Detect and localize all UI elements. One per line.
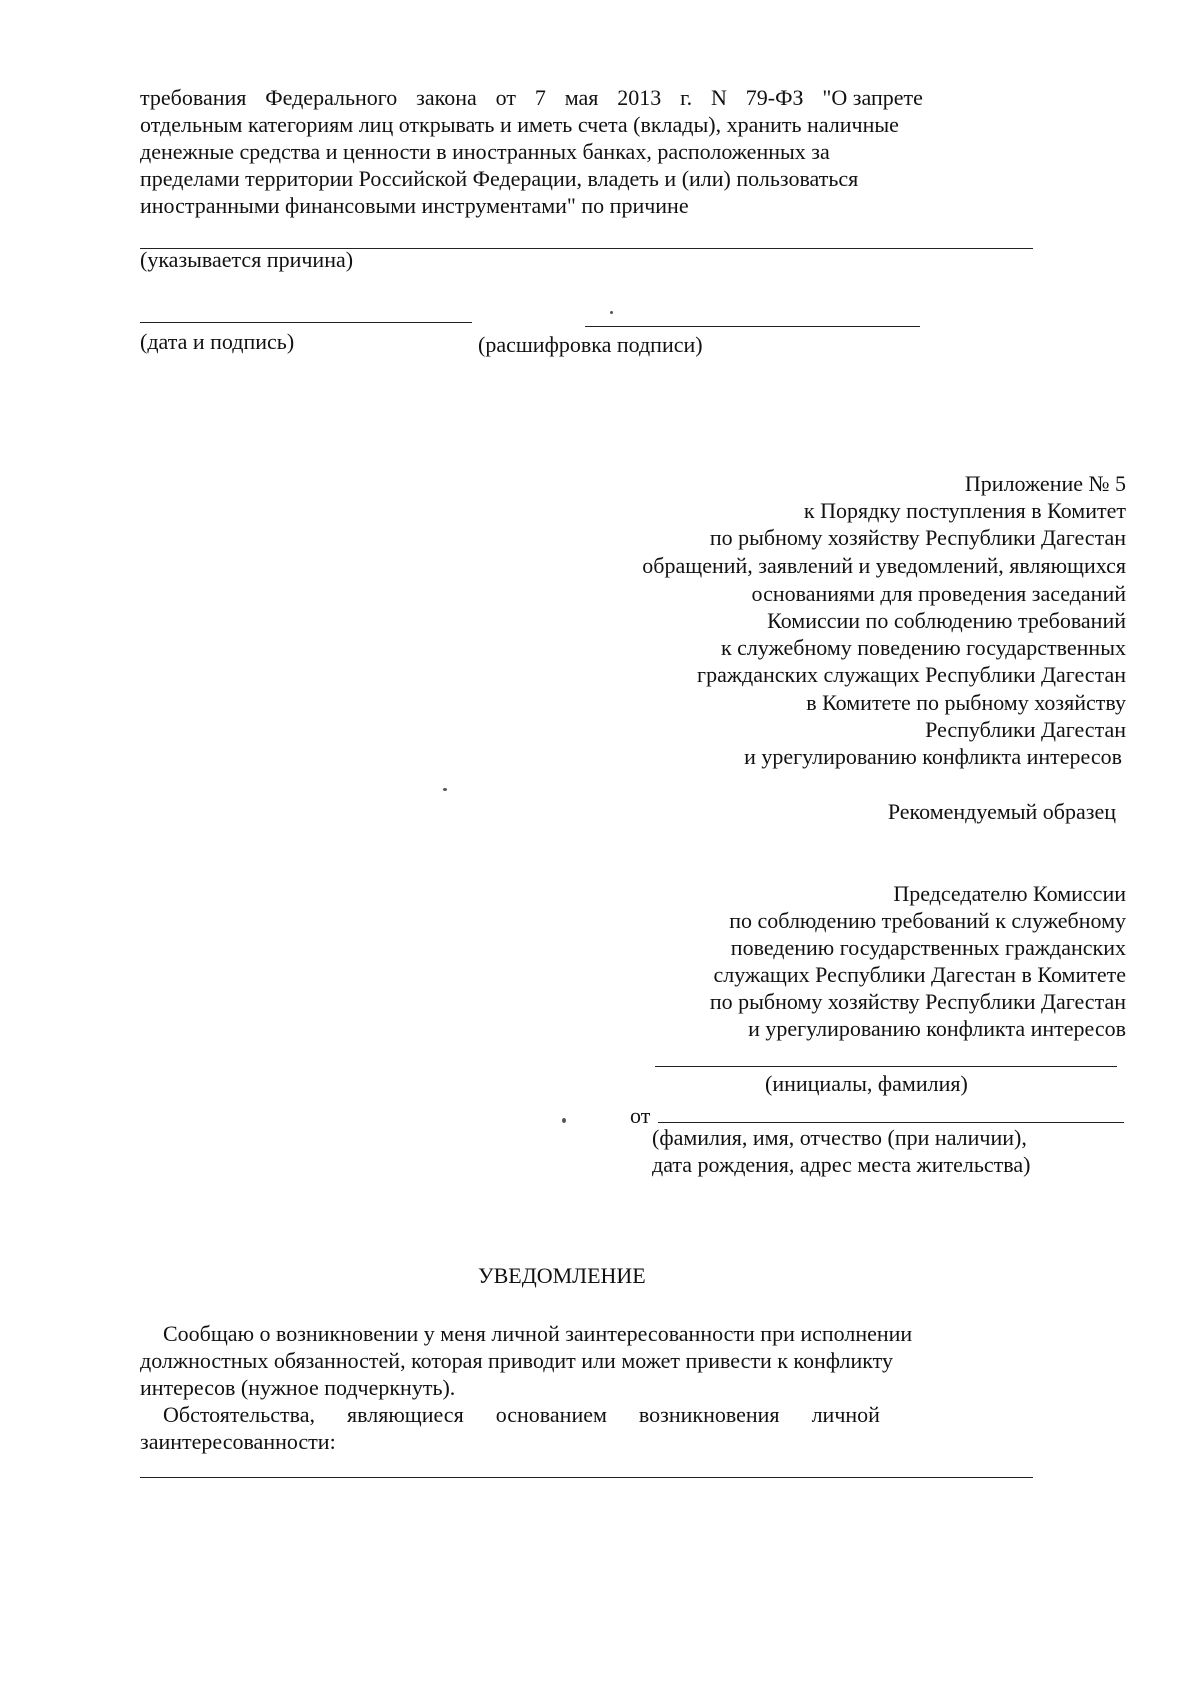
notice-paragraph-1-line-1: Сообщаю о возникновении у меня личной заинтересованности при исполнении: [163, 1321, 913, 1346]
intro-line-1-word: закона: [416, 85, 477, 110]
notice-title: УВЕДОМЛЕНИЕ: [478, 1263, 646, 1288]
intro-line-1: [140, 84, 923, 112]
appendix-line-3: по рыбному хозяйству Республики Дагестан: [709, 525, 1126, 550]
notice-paragraph-2-line-1-word: Обстоятельства,: [163, 1402, 316, 1427]
intro-line-1-word: N: [711, 85, 727, 110]
scan-speck: [443, 788, 447, 791]
date-signature-underline: [140, 322, 472, 323]
date-signature-caption: (дата и подпись): [140, 329, 295, 354]
appendix-line-6: Комиссии по соблюдению требований: [767, 608, 1126, 633]
intro-line-3: денежные средства и ценности в иностранных банках, расположенных за: [140, 139, 830, 164]
initials-caption: (инициалы, фамилия): [765, 1071, 968, 1096]
reason-caption: (указывается причина): [140, 247, 354, 272]
intro-line-1-word: 79-ФЗ: [745, 85, 804, 110]
addressee-line-2: по соблюдению требований к служебному: [729, 908, 1126, 933]
intro-line-1-word: мая: [564, 85, 599, 110]
circumstances-underline: [140, 1477, 1033, 1478]
addressee-line-1: Председателю Комиссии: [893, 881, 1126, 906]
intro-line-1-word: от: [495, 85, 516, 110]
from-underline: [658, 1122, 1124, 1123]
intro-line-1-word: 7: [534, 85, 546, 110]
notice-paragraph-2-line-1: [163, 1401, 880, 1429]
addressee-line-3: поведению государственных гражданских: [730, 935, 1126, 960]
intro-line-2: отдельным категориям лиц открывать и иметь счета (вклады), хранить наличные: [140, 112, 899, 137]
appendix-line-1: Приложение № 5: [964, 471, 1126, 496]
notice-paragraph-1-line-3: интересов (нужное подчеркнуть).: [140, 1375, 456, 1400]
appendix-line-10: Республики Дагестан: [925, 717, 1126, 742]
addressee-line-5: по рыбному хозяйству Республики Дагестан: [709, 989, 1126, 1014]
intro-line-1-word: требования: [140, 85, 247, 110]
notice-paragraph-2-line-1-word: являющиеся: [347, 1402, 464, 1427]
addressee-line-6: и урегулированию конфликта интересов: [748, 1016, 1126, 1041]
intro-line-1-word: 2013: [617, 85, 662, 110]
scan-speck: [562, 1118, 566, 1123]
appendix-line-11: и урегулированию конфликта интересов: [744, 744, 1122, 769]
appendix-line-2: к Порядку поступления в Комитет: [803, 498, 1126, 523]
appendix-line-8: гражданских служащих Республики Дагестан: [697, 662, 1126, 687]
scan-speck: [610, 311, 613, 314]
initials-underline: [655, 1066, 1117, 1067]
intro-line-4: пределами территории Российской Федерации, владеть и (или) пользоваться: [140, 166, 859, 191]
notice-paragraph-2-line-2: заинтересованности:: [140, 1429, 336, 1454]
signature-decode-underline: [585, 326, 920, 327]
appendix-line-4: обращений, заявлений и уведомлений, являющихся: [642, 553, 1126, 578]
appendix-line-9: в Комитете по рыбному хозяйству: [806, 690, 1126, 715]
intro-line-1-word: "О запрете: [822, 85, 923, 110]
addressee-line-4: служащих Республики Дагестан в Комитете: [713, 962, 1126, 987]
from-caption-1: (фамилия, имя, отчество (при наличии),: [652, 1125, 1027, 1150]
intro-line-5: иностранными финансовыми инструментами" по причине: [140, 193, 689, 218]
notice-paragraph-2-line-1-word: личной: [811, 1402, 880, 1427]
from-label: от: [630, 1103, 651, 1128]
intro-line-1-word: г.: [680, 85, 693, 110]
signature-decode-caption: (расшифровка подписи): [478, 332, 703, 357]
notice-paragraph-2-line-1-word: возникновения: [638, 1402, 780, 1427]
appendix-line-7: к служебному поведению государственных: [720, 635, 1126, 660]
intro-line-1-word: Федерального: [265, 85, 398, 110]
notice-paragraph-2-line-1-word: основанием: [495, 1402, 607, 1427]
recommended-sample-label: Рекомендуемый образец: [887, 799, 1116, 824]
from-caption-2: дата рождения, адрес места жительства): [652, 1152, 1031, 1177]
notice-paragraph-1-line-2: должностных обязанностей, которая приводит или может привести к конфликту: [140, 1348, 893, 1373]
appendix-line-5: основаниями для проведения заседаний: [751, 581, 1126, 606]
